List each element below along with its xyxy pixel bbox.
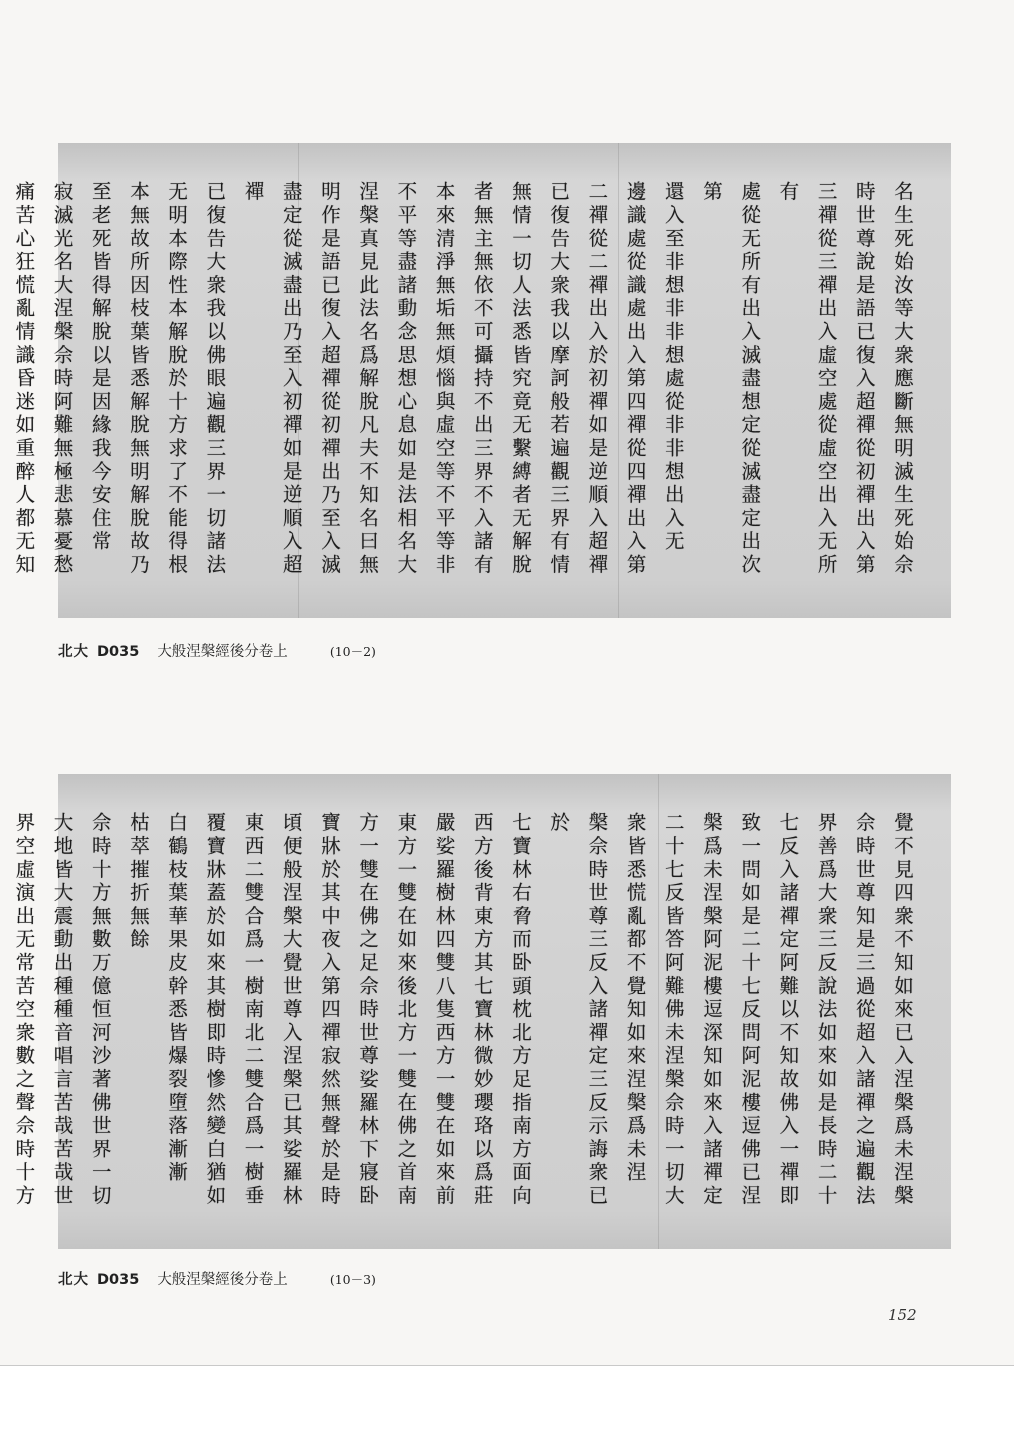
caption-title: 大般涅槃經後分卷上: [157, 1272, 288, 1288]
caption-library: 北大: [58, 1272, 89, 1288]
page-number: 152: [888, 1306, 917, 1324]
caption-title: 大般涅槃經後分卷上: [157, 644, 288, 660]
caption-library: 北大: [58, 644, 89, 660]
plate-caption-1: [58, 640, 376, 661]
manuscript-plate-2: [12, 774, 951, 1249]
manuscript-text-1: 名生死始汝等大衆應斷無明滅生死始佘 時世尊說是語已復入超禪從初禪出入第 三禪從三禪出入虛空處從虛空出入无所有 處從无所有出入滅盡想定從滅盡定出次第 還入至非想非非想處從非非想出入无 邊識處從識處出入第四禪從四禪出入第 二禪從二禪出入於初禪如是逆順入超禪 已復告大衆我以摩訶般若遍觀三界有情 無情一切人法悉皆究竟无繫縛者无解脫 者無主無依不可攝持不出三界不入諸有 本來清淨無垢無煩惱與虛空等不平等非 不平等盡諸動念思想心息如是法相名大 涅槃真見此法名爲解脫凡夫不知名曰無 明作是語已復入超禪從初禪出乃至入滅 盡定從滅盡出乃至入初禪如是逆順入超禪 已復告大衆我以佛眼遍觀三界一切諸法 无明本際性本解脫於十方求了不能得根 本無故所因枝葉皆悉解脫無明解脫故乃 至老死皆得解脫以是因緣我今安住常 寂滅光名大涅槃佘時阿難無極悲慕憂愁 痛苦心狂慌亂情識昏迷如重醉人都无知: [12, 181, 914, 578]
manuscript-plate-1: [12, 143, 951, 618]
caption-number: (10－3): [329, 1272, 376, 1287]
caption-number: (10－2): [329, 644, 376, 659]
plate-caption-2: [58, 1268, 376, 1289]
manuscript-text-2: 覺不見四衆不知如來已入涅槃爲未涅槃 佘時世尊知是三過從超入諸禪之遍觀法 界善爲大衆三反說法如來如是長時二十 七反入諸禪定阿難以不知故佛入一禪即 致一問如是二十七反問阿泥樓逗佛已涅 槃爲未涅槃阿泥樓逗深知如來入諸禪定 二十七反皆答阿難佛未涅槃佘時一切大 衆皆悉慌亂都不覺知如來涅槃爲未涅 槃佘時世尊三反入諸禪定三反示誨衆已於 七寶林右脅而卧頭枕北方足指南方面向 西方後背東方其七寶林微妙瓔珞以爲莊 嚴娑羅樹林四雙八隻西方一雙在如來前 東方一雙在如來後北方一雙在佛之首南 方一雙在佛之足佘時世尊娑羅林下寢卧 寶牀於其中夜入第四禪寂然無聲於是時 頃便般涅槃大覺世尊入涅槃已其娑羅林 東西二雙合爲一樹南北二雙合爲一樹垂 覆寶牀蓋於如來其樹即時慘然變白猶如 白鶴枝葉華果皮幹悉皆爆裂墮落漸漸 枯萃摧折無餘 佘時十方無數万億恒河沙著佛世界一切 大地皆大震動出種種音唱言苦哉苦哉世 界空虛演出无常苦空衆數之聲佘時十方: [12, 812, 914, 1209]
caption-code: D035: [97, 644, 140, 660]
page-bottom-edge: [0, 1365, 1014, 1366]
caption-code: D035: [97, 1272, 140, 1288]
